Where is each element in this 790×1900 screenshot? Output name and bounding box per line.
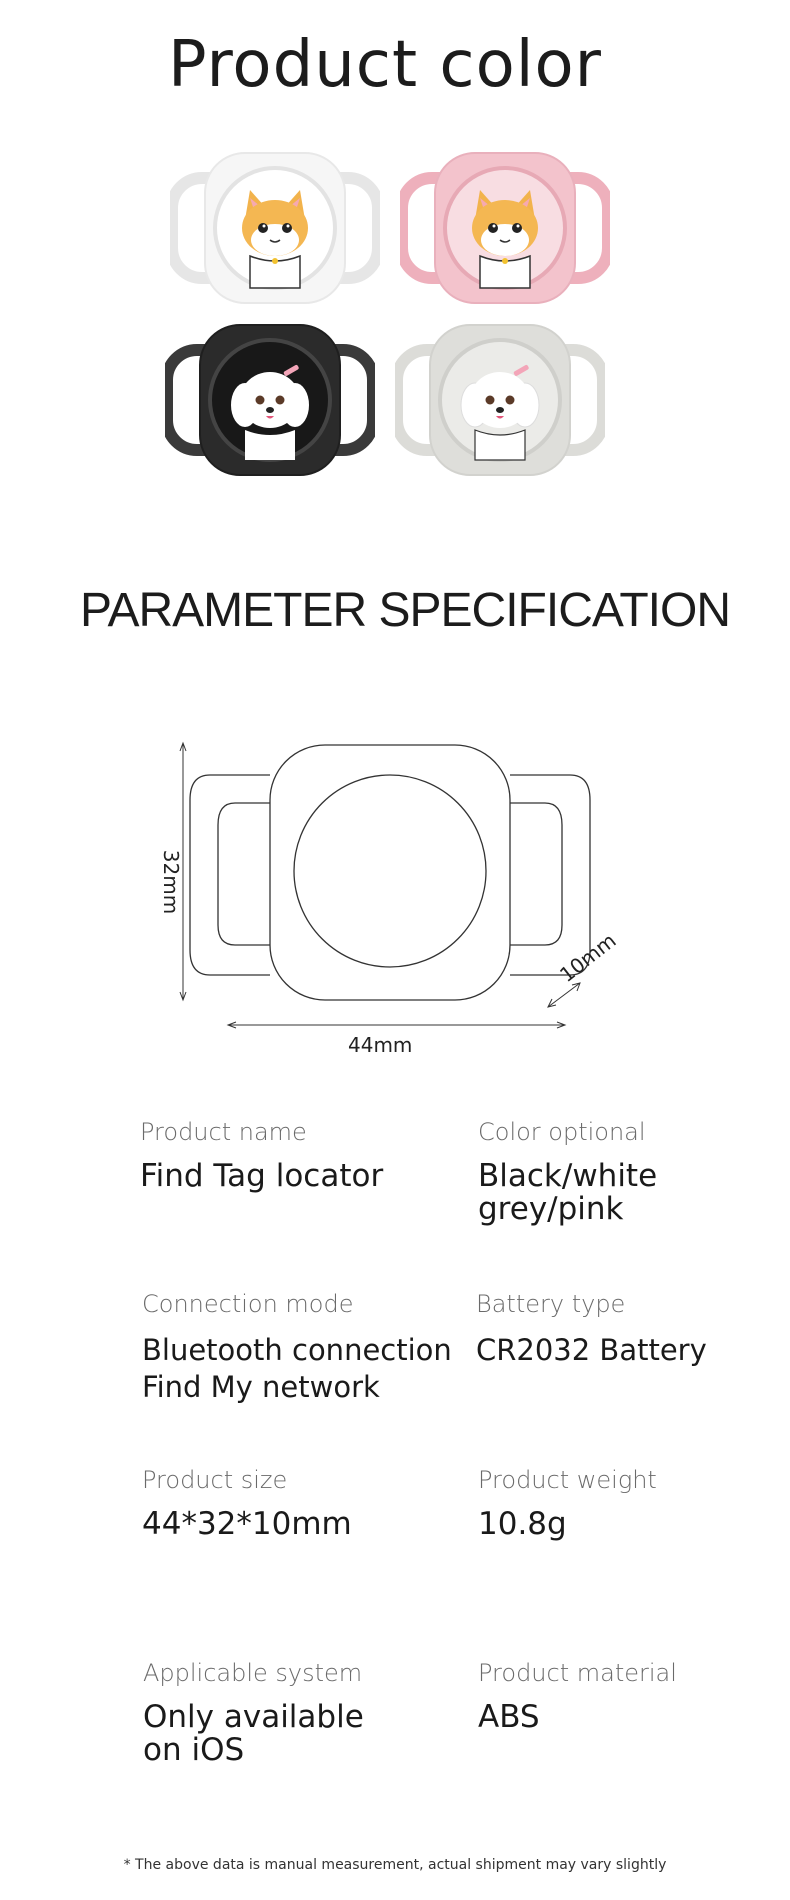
spec-label: Battery type <box>476 1290 626 1318</box>
dimension-diagram <box>140 735 640 1065</box>
tag-variant-white <box>170 148 380 318</box>
spec-label: Product material <box>478 1659 677 1687</box>
spec-label: Product size <box>142 1466 288 1494</box>
spec-product-weight <box>478 1466 657 1541</box>
tag-variant-black <box>165 320 375 490</box>
product-color-title: Product color <box>168 28 602 102</box>
spec-product-material <box>478 1659 677 1734</box>
spec-value: Find Tag locator <box>140 1158 384 1194</box>
tag-outline-drawing <box>140 735 640 1065</box>
spec-battery-type <box>476 1290 707 1369</box>
spec-label: Product weight <box>478 1466 657 1494</box>
spec-product-name <box>140 1118 383 1193</box>
spec-value: 10.8g <box>478 1506 567 1542</box>
spec-value-line2: on iOS <box>143 1732 245 1768</box>
parameter-specification-title: PARAMETER SPECIFICATION <box>80 584 730 637</box>
spec-value: CR2032 Battery <box>476 1333 707 1367</box>
height-dimension-label: 32mm <box>159 849 184 915</box>
tag-variant-grey <box>395 320 605 490</box>
spec-value: Black/white <box>478 1158 658 1194</box>
spec-label: Color optional <box>478 1118 646 1146</box>
spec-label: Applicable system <box>143 1659 363 1687</box>
spec-applicable-system <box>143 1659 364 1767</box>
tag-black-image <box>165 320 375 490</box>
spec-label: Connection mode <box>142 1290 354 1318</box>
spec-value-line2: Find My network <box>142 1370 380 1404</box>
spec-product-size <box>142 1466 352 1541</box>
measurement-footnote: * The above data is manual measurement, actual shipment may vary slightly <box>123 1857 667 1873</box>
spec-label: Product name <box>140 1118 307 1146</box>
color-variants <box>160 140 630 500</box>
width-dimension-label: 44mm <box>348 1033 413 1057</box>
spec-connection-mode <box>142 1290 452 1406</box>
spec-value: Only available <box>143 1699 364 1735</box>
spec-value-line2: grey/pink <box>478 1191 624 1227</box>
depth-dimension-label: 10mm <box>555 928 621 987</box>
cat-icon <box>242 190 308 288</box>
spec-color-optional <box>478 1118 657 1226</box>
cat-icon <box>472 190 538 288</box>
spec-value: ABS <box>478 1699 540 1735</box>
spec-value: 44*32*10mm <box>142 1506 352 1542</box>
tag-white-image <box>170 148 380 318</box>
spec-value: Bluetooth connection <box>142 1333 452 1367</box>
tag-pink-image <box>400 148 610 318</box>
tag-grey-image <box>395 320 605 490</box>
tag-variant-pink <box>400 148 610 318</box>
